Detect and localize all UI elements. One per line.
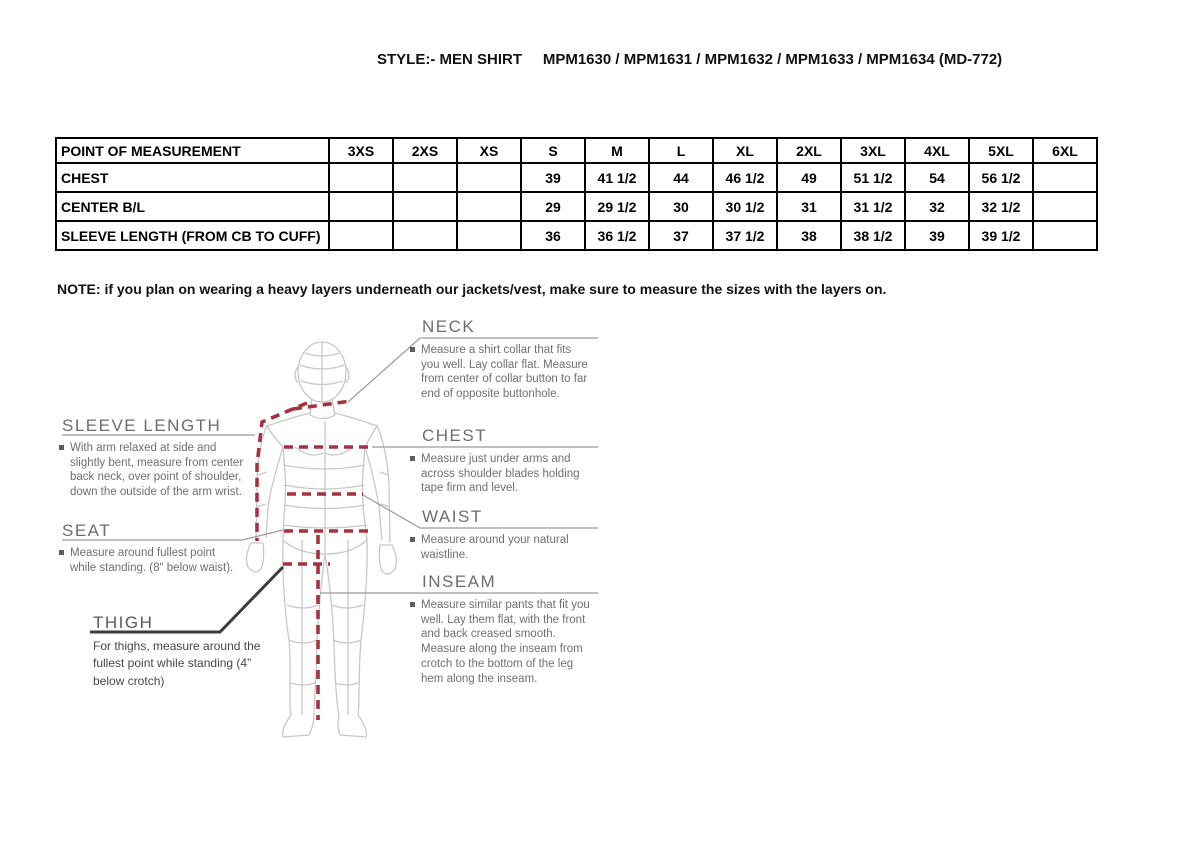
column-header-4xl: 4XL bbox=[905, 138, 969, 163]
cell bbox=[1033, 163, 1097, 192]
cell bbox=[393, 163, 457, 192]
cell: 31 bbox=[777, 192, 841, 221]
cell bbox=[329, 221, 393, 250]
column-header-2xs: 2XS bbox=[393, 138, 457, 163]
seat-heading: SEAT bbox=[62, 521, 112, 540]
cell: 29 bbox=[521, 192, 585, 221]
bullet-square-icon bbox=[59, 550, 64, 555]
seat-description: Measure around fullest point while standing. (8" below waist). bbox=[70, 547, 234, 574]
cell: 31 1/2 bbox=[841, 192, 905, 221]
cell bbox=[329, 192, 393, 221]
column-header-3xl: 3XL bbox=[841, 138, 905, 163]
table-header-row bbox=[56, 138, 1097, 163]
cell bbox=[393, 192, 457, 221]
column-header-2xl: 2XL bbox=[777, 138, 841, 163]
column-header-xs: XS bbox=[457, 138, 521, 163]
cell: 32 bbox=[905, 192, 969, 221]
cell: 38 bbox=[777, 221, 841, 250]
inseam-description: Measure similar pants that fit you well. Lay them flat, with the front and back creased smooth. Measure along the inseam from crotch to the bottom of the leg hem along the inseam. bbox=[421, 599, 590, 685]
table-row-center-bl bbox=[56, 192, 1097, 221]
cell bbox=[1033, 221, 1097, 250]
note-text: NOTE: if you plan on wearing a heavy layers underneath our jackets/vest, make sure to measure the sizes with the layers on. bbox=[57, 281, 887, 297]
cell: 44 bbox=[649, 163, 713, 192]
row-label: CENTER B/L bbox=[56, 192, 329, 221]
waist-heading: WAIST bbox=[422, 507, 483, 526]
sleeve-measure-line bbox=[257, 403, 307, 541]
cell: 36 1/2 bbox=[585, 221, 649, 250]
neck-description-block bbox=[410, 343, 592, 402]
column-header-pom: POINT OF MEASUREMENT bbox=[56, 138, 329, 163]
cell: 41 1/2 bbox=[585, 163, 649, 192]
cell: 32 1/2 bbox=[969, 192, 1033, 221]
cell bbox=[1033, 192, 1097, 221]
measurement-diagram bbox=[55, 315, 655, 765]
bullet-square-icon bbox=[410, 537, 415, 542]
cell: 30 1/2 bbox=[713, 192, 777, 221]
table-row-chest bbox=[56, 163, 1097, 192]
column-header-m: M bbox=[585, 138, 649, 163]
column-header-6xl: 6XL bbox=[1033, 138, 1097, 163]
cell: 36 bbox=[521, 221, 585, 250]
inseam-description-block bbox=[410, 598, 592, 686]
cell: 30 bbox=[649, 192, 713, 221]
cell: 49 bbox=[777, 163, 841, 192]
bullet-square-icon bbox=[410, 456, 415, 461]
column-header-l: L bbox=[649, 138, 713, 163]
waist-description: Measure around your natural waistline. bbox=[421, 534, 569, 561]
row-label: SLEEVE LENGTH (FROM CB TO CUFF) bbox=[56, 221, 329, 250]
cell: 46 1/2 bbox=[713, 163, 777, 192]
row-label: CHEST bbox=[56, 163, 329, 192]
cell: 56 1/2 bbox=[969, 163, 1033, 192]
cell: 54 bbox=[905, 163, 969, 192]
chest-description: Measure just under arms and across shoulder blades holding tape firm and level. bbox=[421, 453, 580, 495]
column-header-s: S bbox=[521, 138, 585, 163]
seat-description-block bbox=[59, 546, 239, 575]
neck-heading: NECK bbox=[422, 317, 476, 336]
sleeve-length-description: With arm relaxed at side and slightly bent, measure from center back neck, over point of shoulder, down the outside of the arm wrist. bbox=[70, 442, 244, 499]
cell bbox=[457, 163, 521, 192]
cell: 51 1/2 bbox=[841, 163, 905, 192]
bullet-square-icon bbox=[59, 445, 64, 450]
cell bbox=[457, 221, 521, 250]
cell: 39 bbox=[521, 163, 585, 192]
table-row-sleeve-length bbox=[56, 221, 1097, 250]
cell: 37 bbox=[649, 221, 713, 250]
cell bbox=[457, 192, 521, 221]
waist-description-block bbox=[410, 533, 592, 562]
sleeve-length-heading: SLEEVE LENGTH bbox=[62, 416, 222, 435]
thigh-heading: THIGH bbox=[93, 613, 154, 632]
neck-description: Measure a shirt collar that fits you well. Lay collar flat. Measure from center of collar button to far end of opposite buttonhole. bbox=[421, 344, 588, 401]
cell bbox=[329, 163, 393, 192]
bullet-square-icon bbox=[410, 602, 415, 607]
cell: 38 1/2 bbox=[841, 221, 905, 250]
cell: 37 1/2 bbox=[713, 221, 777, 250]
cell: 29 1/2 bbox=[585, 192, 649, 221]
thigh-description: For thighs, measure around the fullest point while standing (4” below crotch) bbox=[93, 639, 261, 688]
column-header-5xl: 5XL bbox=[969, 138, 1033, 163]
inseam-heading: INSEAM bbox=[422, 572, 497, 591]
bullet-square-icon bbox=[410, 347, 415, 352]
column-header-xl: XL bbox=[713, 138, 777, 163]
size-table bbox=[55, 137, 1098, 251]
column-header-3xs: 3XS bbox=[329, 138, 393, 163]
cell bbox=[393, 221, 457, 250]
chest-description-block bbox=[410, 452, 592, 496]
sleeve-length-description-block bbox=[59, 441, 254, 500]
cell: 39 1/2 bbox=[969, 221, 1033, 250]
chest-heading: CHEST bbox=[422, 426, 488, 445]
document-title: STYLE:- MEN SHIRT MPM1630 / MPM1631 / MPM1632 / MPM1633 / MPM1634 (MD-772) bbox=[377, 51, 1003, 68]
cell: 39 bbox=[905, 221, 969, 250]
